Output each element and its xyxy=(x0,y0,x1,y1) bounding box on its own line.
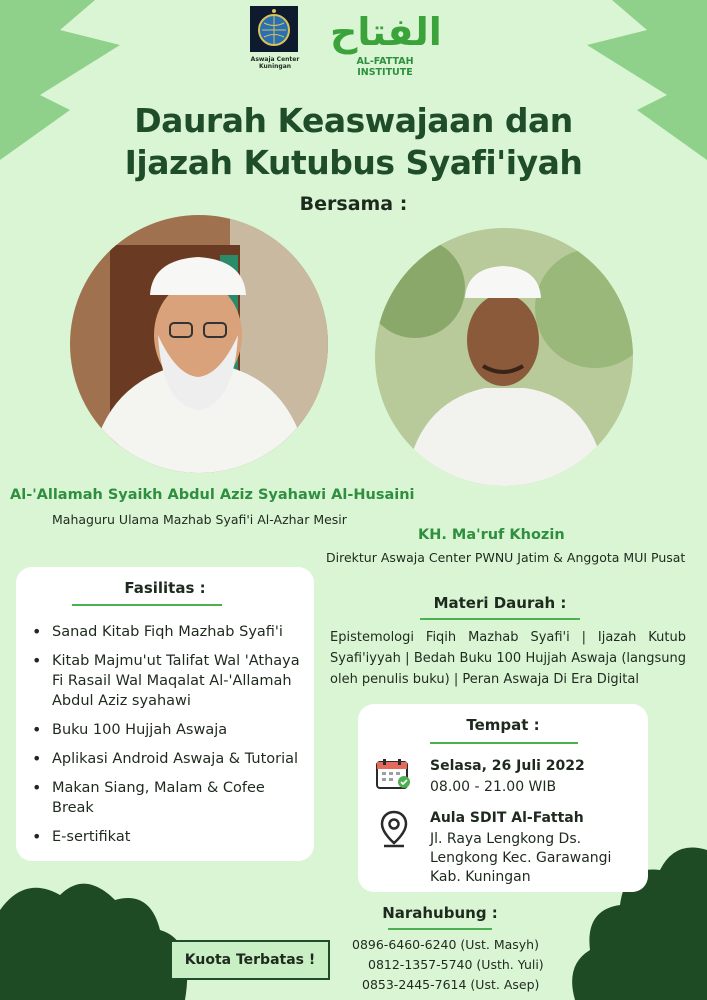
event-date: Selasa, 26 Juli 2022 xyxy=(430,758,585,774)
bottom-left-bush xyxy=(0,870,200,1000)
aswaja-center-logo xyxy=(250,6,300,70)
list-item: • Aplikasi Android Aswaja & Tutorial xyxy=(24,749,308,769)
speaker-1-role: Mahaguru Ulama Mazhab Syafi'i Al-Azhar Mesir xyxy=(52,512,347,527)
venue-divider xyxy=(430,742,578,744)
facilities-list xyxy=(24,622,308,856)
location-pin-icon xyxy=(380,810,408,850)
list-item: • Makan Siang, Malam & Cofee Break xyxy=(24,778,308,818)
speaker-2-name: KH. Ma'ruf Khozin xyxy=(418,527,565,543)
venue-address-line-3: Kab. Kuningan xyxy=(430,869,531,885)
contacts-heading: Narahubung : xyxy=(382,904,498,922)
al-fattah-logo-caption: AL-FATTAH INSTITUTE xyxy=(356,56,414,78)
list-item: • Sanad Kitab Fiqh Mazhab Syafi'i xyxy=(24,622,308,642)
list-item: • Kitab Majmu'ut Talifat Wal 'Athaya Fi Rasail Wal Maqalat Al-'Allamah Abdul Aziz syahawi xyxy=(24,651,308,711)
list-item: • Buku 100 Hujjah Aswaja xyxy=(24,720,308,740)
venue-address-line-2: Lengkong Kec. Garawangi xyxy=(430,850,612,866)
materi-heading: Materi Daurah : xyxy=(433,594,567,612)
facilities-card xyxy=(16,567,314,861)
contact-1: 0896-6460-6240 (Ust. Masyh) xyxy=(352,937,539,952)
al-fattah-arabic-mark: الفتاح xyxy=(330,10,442,54)
venue-heading: Tempat : xyxy=(466,716,540,734)
facilities-heading: Fasilitas : xyxy=(124,579,206,597)
calendar-icon xyxy=(376,758,412,790)
materi-divider xyxy=(420,618,580,620)
venue-name: Aula SDIT Al-Fattah xyxy=(430,810,584,826)
contacts-divider xyxy=(388,928,492,930)
title-line-2: Ijazah Kutubus Syafi'iyah xyxy=(124,143,583,182)
speaker-1-photo xyxy=(70,215,328,473)
venue-card xyxy=(358,704,648,892)
with-label: Bersama : xyxy=(299,193,408,215)
speaker-2-role: Direktur Aswaja Center PWNU Jatim & Anggota MUI Pusat xyxy=(326,550,686,565)
al-fattah-logo xyxy=(330,10,442,78)
list-item: • E-sertifikat xyxy=(24,827,308,847)
event-time: 08.00 - 21.00 WIB xyxy=(430,779,557,795)
quota-badge: Kuota Terbatas ! xyxy=(170,940,330,980)
facilities-divider xyxy=(72,604,222,606)
venue-address-line-1: Jl. Raya Lengkong Ds. xyxy=(430,831,582,847)
materi-text: Epistemologi Fiqih Mazhab Syafi'i | Ijazah Kutub Syafi'iyyah | Bedah Buku 100 Hujjah Aswaja (langsung oleh penulis buku) | Peran Aswaja Di Era Digital xyxy=(330,630,686,687)
page-title xyxy=(0,100,707,184)
aswaja-logo-caption: Aswaja Center Kuningan xyxy=(250,56,300,70)
title-line-1: Daurah Keaswajaan dan xyxy=(134,101,573,140)
nu-globe-icon xyxy=(250,6,298,52)
speaker-1-name: Al-'Allamah Syaikh Abdul Aziz Syahawi Al-Husaini xyxy=(10,487,415,503)
contact-3: 0853-2445-7614 (Ust. Asep) xyxy=(362,977,540,992)
contact-2: 0812-1357-5740 (Usth. Yuli) xyxy=(368,957,544,972)
speaker-2-photo xyxy=(375,228,633,486)
